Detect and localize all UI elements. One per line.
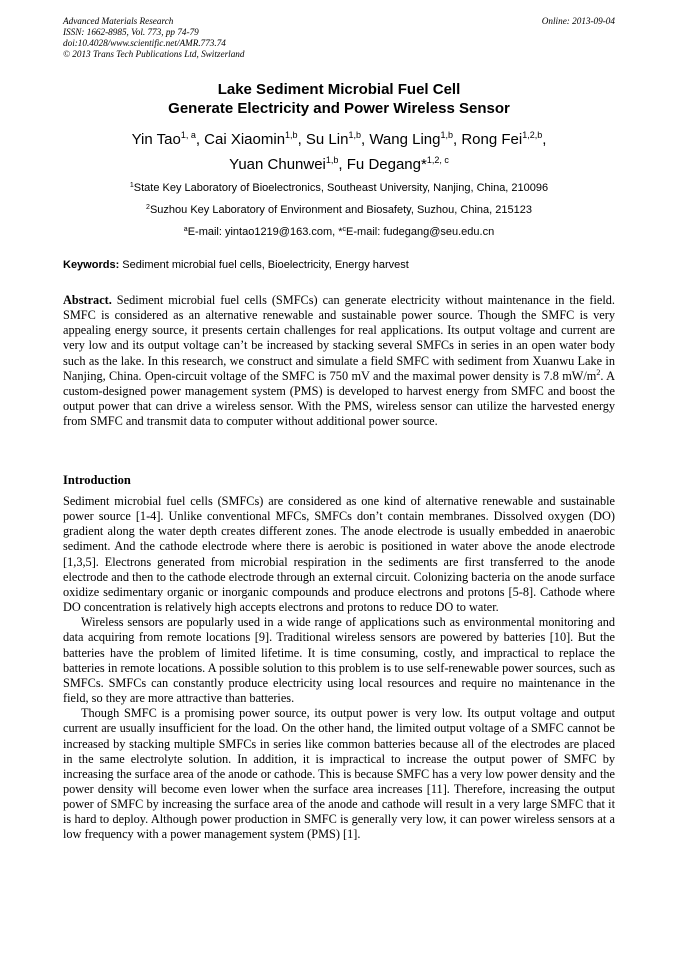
author-affil-sup: 1,b <box>325 155 339 165</box>
author-name: Yin Tao <box>131 131 181 148</box>
email-line <box>63 225 615 239</box>
email-text-a: E-mail: yintao1219@163.com, * <box>187 226 343 238</box>
publication-header <box>63 16 615 60</box>
author-name: Wang Ling <box>369 131 441 148</box>
affil-sup: 2 <box>146 204 150 211</box>
intro-paragraph: Wireless sensors are popularly used in a wide range of applications such as environmental monitoring and data acquiring from remote locations [9]. Traditional wireless sensors are powered by batteries [10]. But the batteries have the problem of limited lifetime. It is time consuming, costly, and impractical to replace the batteries in remote locations. A possible solution to this problem is to use self-renewable power sources, such as SMFCs. SMFCs can constantly produce electricity using local resources and require no maintenance in the field, so they are more attractive than batteries. <box>63 615 615 706</box>
author-line-1: Yin Tao$^{1, a}$, Cai Xiaomin$^{1,b}$, Su Lin$^{1,b}$, Wang Ling$^{1,b}$, Rong Fei$^{1,2,b}$, <box>131 130 547 148</box>
abstract-text-1: Sediment microbial fuel cells (SMFCs) can generate electricity without maintenance in the field. SMFC is considered as an alternative renewable and sustainable power source. Though the SMFC is very appealing energy source, it presents certain challenges for real applications. Its output voltage and current are very low and its output voltage can’t be increased by stacking several SMFCs in series in an open water body such as the lake. In this research, we construct and simulate a field SMFC with sediment from Xuanwu Lake in Nanjing, China. Open-circuit voltage of the SMFC is 750 mV and the maximal power density is 7.8 mW/m <box>63 293 615 383</box>
author-name: Su Lin <box>305 131 349 148</box>
author-name: Cai Xiaomin <box>204 131 286 148</box>
author-line-2: Yuan Chunwei$^{1,b}$, Fu Degang*$^{1,2, c}$ <box>229 155 449 173</box>
affil-text: Suzhou Key Laboratory of Environment and Biosafety, Suzhou, China, 215123 <box>149 204 532 216</box>
author-affil-sup: 1,2, c <box>426 155 449 165</box>
author-list <box>63 127 615 177</box>
author-affil-sup: 1,b <box>440 130 453 140</box>
section-heading-introduction: Introduction <box>63 473 131 487</box>
keywords <box>63 258 615 272</box>
affil-sup: 1 <box>129 182 134 189</box>
affiliation-1 <box>63 181 615 195</box>
abstract-paragraph <box>63 293 615 429</box>
paper-title <box>63 80 615 118</box>
keywords-label: Keywords: <box>63 259 120 271</box>
journal-name: Advanced Materials Research <box>63 16 174 26</box>
abstract <box>63 293 615 429</box>
affil-text: State Key Laboratory of Bioelectronics, Southeast University, Nanjing, China, 210096 <box>133 182 549 194</box>
affiliation-2 <box>63 203 615 217</box>
abstract-text-2: . A custom-designed power management system (PMS) is developed to harvest energy from SMFC and boost the output power that can drive a wireless sensor. With the PMS, wireless sensor can utilize the harvested energy from SMFC and transmit data to computer without additional power source. <box>63 368 615 429</box>
issn-line: ISSN: 1662-8985, Vol. 773, pp 74-79 <box>63 27 199 37</box>
author-affil-sup: 1,b <box>348 130 361 140</box>
author-name: Rong Fei <box>461 131 523 148</box>
email-text-c: E-mail: fudegang@seu.edu.cn <box>346 226 495 238</box>
intro-paragraph: Sediment microbial fuel cells (SMFCs) are considered as one kind of alternative renewable and sustainable power source [1-4]. Unlike conventional MFCs, SMFCs don’t contain membranes. Dissolved oxygen (DO) gradient along the water depth creates different zones. The anode electrode is usually embedded in anaerobic sediment. And the cathode electrode where there is aerobic is positioned in water above the anode electrode [1,3,5]. Electrons generated from microbial respiration in the sediments are first transferred to the anode electrode and then to the cathode electrode through an external circuit. Colonizing bacteria on the anode surface oxidize sedimentary organic or inorganic compounds and produce electrons and protons [5-8]. Cathode where DO concentration is relatively high accepts electrons and protons to reduce DO to water. <box>63 494 615 615</box>
abstract-sup: 2 <box>596 367 601 377</box>
copyright-line: © 2013 Trans Tech Publications Ltd, Switzerland <box>63 49 245 59</box>
intro-paragraph: Though SMFC is a promising power source, its output power is very low. Its output voltage and output current are usually insufficient for the load. On the other hand, the limited output voltage of a SMFC cannot be increased by stacking multiple SMFCs in series like common batteries because all of the electrodes are placed in the same electrolyte solution. In addition, it is impractical to increase the output power of SMFC by increasing the surface area of the anode or cathode. This is because SMFC has a very low power density and the power density will become even lower when the surface area increases [11]. Therefore, increasing the output power of SMFC by increasing the surface area of the anode and cathode will result in a very large SMFC that it is hard to deploy. Although power production in SMFC is generally very low, it can power wireless sensors at a low frequency with a power management system (PMS) [1]. <box>63 706 615 842</box>
author-name: Yuan Chunwei <box>229 156 326 173</box>
email-sup: c <box>342 226 347 233</box>
abstract-label: Abstract. <box>63 293 112 307</box>
introduction-body <box>63 494 615 843</box>
author-affil-sup: 1,b <box>285 130 298 140</box>
title-line-1: Lake Sediment Microbial Fuel Cell <box>217 81 461 98</box>
title-line-2: Generate Electricity and Power Wireless Sensor <box>168 100 510 117</box>
author-affil-sup: 1,2,b <box>522 130 543 140</box>
email-sup: a <box>183 226 188 233</box>
author-name: Fu Degang* <box>346 156 427 173</box>
doi-line: doi:10.4028/www.scientific.net/AMR.773.74 <box>63 38 226 48</box>
author-affil-sup: 1, a <box>180 130 196 140</box>
online-date: Online: 2013-09-04 <box>541 16 615 26</box>
keywords-text: Sediment microbial fuel cells, Bioelectricity, Energy harvest <box>119 259 409 271</box>
